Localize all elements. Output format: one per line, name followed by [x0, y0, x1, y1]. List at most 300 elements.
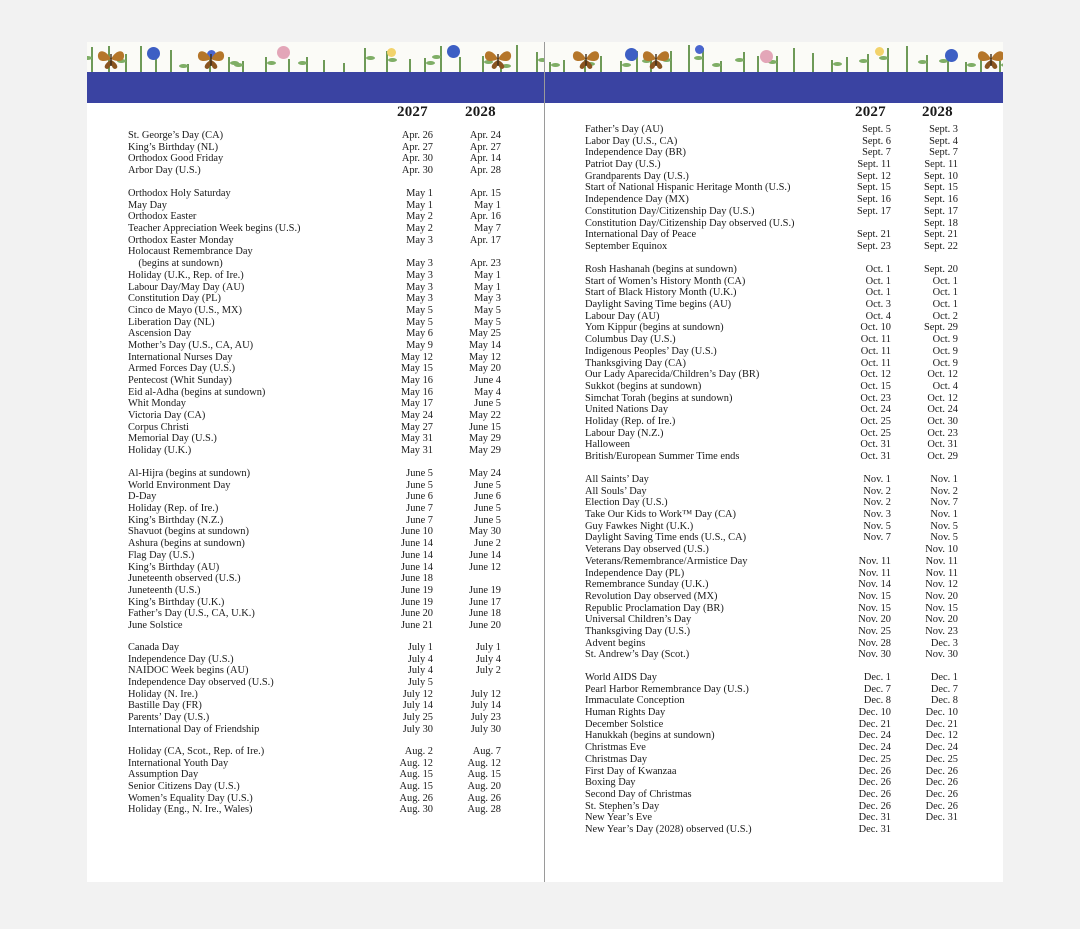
date-2027: May 2 [406, 211, 433, 223]
holiday-row [87, 305, 544, 317]
holiday-name: Thanksgiving Day (U.S.) [585, 625, 691, 637]
date-2027: Aug. 12 [399, 757, 433, 769]
wildflower-stem-icon [516, 45, 518, 72]
holiday-row [87, 153, 544, 165]
date-2028: Dec. 8 [930, 695, 958, 707]
date-2027: Sept. 16 [856, 194, 891, 206]
date-2027: May 16 [400, 375, 433, 386]
leaf-icon [234, 63, 243, 67]
holiday-name: Pearl Harbor Remembrance Day (U.S.) [585, 683, 749, 695]
holiday-row [87, 340, 544, 352]
date-2027: Nov. 2 [863, 485, 891, 497]
leaf-icon [879, 56, 888, 60]
butterfly-icon [640, 48, 672, 70]
date-2027: Oct. 12 [860, 369, 891, 381]
date-2027: June 18 [400, 573, 433, 585]
date-2028: May 24 [468, 468, 501, 479]
holiday-name: All Souls’ Day [585, 485, 647, 497]
holiday-row [545, 474, 1003, 486]
holiday-name: Independence Day (U.S.) [128, 653, 234, 665]
holiday-name: Independence Day (PL) [585, 567, 685, 579]
holiday-row [545, 404, 1003, 416]
holiday-row [545, 497, 1003, 509]
wildflower-stem-icon [459, 57, 461, 72]
leaf-icon [622, 63, 631, 67]
date-2028: Sept. 22 [923, 240, 958, 252]
holiday-name: Boxing Day [585, 777, 636, 789]
wildflower-stem-icon [620, 61, 622, 72]
holiday-row [545, 346, 1003, 358]
date-2027: May 27 [400, 421, 433, 433]
date-2028: Aug. 7 [472, 746, 501, 757]
date-2028: Oct. 12 [927, 392, 958, 404]
holiday-row [545, 824, 1003, 836]
holiday-row [87, 188, 544, 200]
holiday-name: September Equinox [585, 240, 668, 252]
wildflower-stem-icon [91, 47, 93, 72]
date-2027: Dec. 1 [863, 672, 891, 683]
date-2027: Dec. 31 [858, 812, 891, 824]
date-2028: Dec. 1 [930, 672, 958, 683]
date-2027: Apr. 30 [401, 165, 433, 177]
holiday-row [545, 766, 1003, 778]
cornflower-icon [277, 46, 290, 59]
date-2028: Oct. 2 [932, 310, 958, 322]
date-2027: Dec. 10 [858, 707, 891, 719]
cornflower-icon [695, 45, 704, 54]
cornflower-icon [945, 49, 958, 62]
holiday-row [545, 521, 1003, 533]
holiday-group [545, 264, 1003, 463]
holiday-name: Liberation Day (NL) [128, 316, 215, 328]
date-2027: Oct. 11 [860, 334, 891, 346]
date-2028: May 25 [468, 328, 501, 340]
holiday-name: Yom Kippur (begins at sundown) [585, 322, 724, 334]
floral-header [545, 42, 1003, 72]
holiday-name: World Environment Day [128, 479, 231, 491]
holiday-name: Holiday (Rep. of Ire.) [585, 415, 676, 427]
date-2027: Aug. 15 [399, 781, 433, 793]
header-band [87, 72, 544, 103]
holiday-row [545, 136, 1003, 148]
holiday-name: United Nations Day [585, 404, 669, 416]
date-2027: June 14 [400, 561, 433, 573]
date-2028: Apr. 14 [469, 153, 501, 165]
holiday-name: Teacher Appreciation Week begins (U.S.) [128, 223, 301, 235]
year-2028-heading: 2028 [465, 104, 496, 120]
holiday-row [545, 684, 1003, 696]
holiday-name: Sukkot (begins at sundown) [585, 380, 702, 392]
leaf-icon [179, 64, 188, 68]
date-2027: Dec. 25 [858, 753, 891, 765]
holiday-name: Christmas Eve [585, 742, 646, 754]
holiday-name: Orthodox Easter [128, 211, 197, 223]
date-2028: Nov. 30 [925, 649, 958, 661]
date-2027: May 12 [400, 351, 433, 363]
date-2028: July 4 [475, 653, 501, 665]
year-2027-heading: 2027 [855, 104, 886, 120]
date-2027: Sept. 7 [862, 147, 891, 159]
date-2028: June 12 [468, 561, 501, 573]
holiday-row [87, 573, 544, 585]
date-2027: July 25 [402, 712, 433, 724]
holiday-row [87, 433, 544, 445]
holiday-row [545, 532, 1003, 544]
holiday-name: Independence Day (MX) [585, 194, 689, 206]
holiday-row [545, 801, 1003, 813]
leaf-icon [366, 56, 375, 60]
holiday-name: St. Andrew’s Day (Scot.) [585, 649, 690, 661]
date-2027: Oct. 4 [865, 310, 891, 322]
holiday-row [545, 649, 1003, 661]
date-2027: Sept. 11 [857, 159, 891, 171]
date-2028: May 22 [468, 410, 501, 422]
date-2027: Dec. 26 [858, 800, 891, 812]
holiday-name: St. George’s Day (CA) [128, 130, 224, 141]
leaf-icon [267, 61, 276, 65]
date-2027: Nov. 5 [863, 520, 891, 532]
holiday-group [545, 474, 1003, 661]
date-2028: June 20 [468, 619, 501, 631]
holiday-name: Orthodox Easter Monday [128, 234, 234, 246]
holiday-name: International Day of Peace [585, 229, 697, 241]
holiday-name: Holiday (Eng., N. Ire., Wales) [128, 804, 253, 816]
holiday-name: Flag Day (U.S.) [128, 549, 195, 561]
date-2028: June 5 [474, 503, 501, 515]
holiday-row [87, 246, 544, 258]
date-2028: Sept. 20 [923, 264, 958, 275]
holiday-row [87, 270, 544, 282]
date-2028: June 18 [468, 608, 501, 620]
date-2028: July 14 [470, 700, 501, 712]
date-2027: July 4 [407, 665, 433, 677]
date-2028: Dec. 26 [925, 777, 958, 789]
holiday-name: Pentecost (Whit Sunday) [128, 375, 232, 386]
date-2028: Dec. 10 [925, 707, 958, 719]
date-2028: Sept. 10 [923, 170, 958, 182]
holiday-row [87, 608, 544, 620]
date-2028: Apr. 17 [469, 234, 501, 246]
date-2028: Oct. 31 [927, 439, 958, 451]
holiday-row [545, 218, 1003, 230]
holiday-row [545, 742, 1003, 754]
date-2027: May 3 [406, 234, 433, 246]
holiday-name: Daylight Saving Time ends (U.S., CA) [585, 532, 747, 544]
leaf-icon [735, 58, 744, 62]
holiday-row [87, 491, 544, 503]
date-2028: May 5 [474, 304, 501, 316]
holiday-row [545, 591, 1003, 603]
date-2027: Dec. 24 [858, 742, 891, 754]
date-2027: Sept. 17 [856, 205, 891, 217]
holiday-row [545, 754, 1003, 766]
holiday-name: Holiday (U.K.) [128, 445, 192, 457]
holiday-name: Election Day (U.S.) [585, 497, 668, 509]
holiday-name: Holiday (U.K., Rep. of Ire.) [128, 269, 244, 281]
date-2028: Sept. 21 [923, 229, 958, 241]
holiday-row [545, 194, 1003, 206]
leaf-icon [694, 56, 703, 60]
wildflower-stem-icon [793, 48, 795, 72]
wildflower-stem-icon [265, 57, 267, 72]
holiday-row [87, 562, 544, 574]
holiday-name: Parents’ Day (U.S.) [128, 712, 210, 724]
holiday-row [87, 724, 544, 736]
holiday-name: Hanukkah (begins at sundown) [585, 730, 715, 742]
holiday-row [545, 439, 1003, 451]
date-2027: Nov. 30 [858, 649, 891, 661]
date-2028: Nov. 1 [930, 509, 958, 521]
wildflower-stem-icon [688, 45, 690, 72]
date-2028: Oct. 24 [927, 404, 958, 416]
holiday-row [87, 503, 544, 515]
holiday-row [545, 556, 1003, 568]
date-2028: Nov. 2 [930, 485, 958, 497]
cornflower-icon [147, 47, 160, 60]
holiday-name: World AIDS Day [585, 672, 657, 683]
holiday-row [545, 416, 1003, 428]
wildflower-stem-icon [831, 60, 833, 72]
date-2028: Sept. 29 [923, 322, 958, 334]
date-2027: Oct. 1 [865, 264, 891, 275]
holiday-name: D-Day [128, 491, 157, 503]
date-2027: Dec. 26 [858, 788, 891, 800]
holiday-name: Constitution Day (PL) [128, 293, 221, 305]
date-2027: May 9 [406, 339, 433, 351]
date-2028: Dec. 26 [925, 788, 958, 800]
date-2027: May 17 [400, 398, 433, 410]
holiday-name: Arbor Day (U.S.) [128, 165, 201, 177]
holiday-row [87, 550, 544, 562]
butterfly-icon [482, 48, 514, 70]
date-2027: Nov. 20 [858, 614, 891, 626]
date-2028: May 4 [474, 386, 501, 398]
date-2027: May 31 [400, 433, 433, 445]
holiday-row [87, 665, 544, 677]
holiday-name: Victoria Day (CA) [128, 410, 206, 422]
holiday-name: Labour Day/May Day (AU) [128, 281, 245, 293]
date-2027: Nov. 3 [863, 509, 891, 521]
holiday-row [87, 410, 544, 422]
wildflower-stem-icon [140, 46, 142, 72]
date-2028: Oct. 29 [927, 451, 958, 462]
holiday-row [545, 147, 1003, 159]
holiday-name: British/European Summer Time ends [585, 451, 740, 462]
holiday-row [545, 322, 1003, 334]
holiday-name: June Solstice [128, 619, 183, 631]
date-2027: Oct. 11 [860, 357, 891, 369]
date-2028: June 14 [468, 549, 501, 561]
date-2027: Nov. 25 [858, 625, 891, 637]
holiday-row [545, 369, 1003, 381]
holiday-row [545, 603, 1003, 615]
date-2027: May 6 [406, 328, 433, 340]
date-2028: June 19 [468, 584, 501, 596]
right-page [545, 42, 1003, 882]
date-2027: Oct. 1 [865, 287, 891, 299]
holiday-row [87, 712, 544, 724]
date-2028: Nov. 20 [925, 614, 958, 626]
cornflower-icon [447, 45, 460, 58]
holiday-name: Start of National Hispanic Heritage Month (U.S.) [585, 182, 791, 194]
date-2028: May 1 [474, 281, 501, 293]
date-2027: June 14 [400, 538, 433, 550]
holiday-name: Veterans/Remembrance/Armistice Day [585, 555, 748, 567]
date-2027: May 24 [400, 410, 433, 422]
date-2028: Oct. 12 [927, 369, 958, 381]
date-2027: June 14 [400, 549, 433, 561]
holiday-row [87, 769, 544, 781]
holiday-name: New Year’s Eve [585, 812, 653, 824]
holiday-row [87, 282, 544, 294]
wildflower-stem-icon [409, 59, 411, 72]
holiday-row [87, 654, 544, 666]
date-2027: June 19 [400, 584, 433, 596]
holiday-row [87, 781, 544, 793]
holiday-name: Al-Hijra (begins at sundown) [128, 468, 251, 479]
holiday-group [87, 746, 544, 816]
holiday-name: Whit Monday [128, 398, 187, 410]
date-2028: Nov. 15 [925, 602, 958, 614]
holiday-name: King’s Birthday (U.K.) [128, 596, 225, 608]
holiday-name: King’s Birthday (NL) [128, 141, 219, 153]
holiday-row [87, 211, 544, 223]
butterfly-icon [570, 48, 602, 70]
holiday-row [545, 287, 1003, 299]
holiday-row [545, 789, 1003, 801]
date-2028: June 17 [468, 596, 501, 608]
date-2028: Aug. 26 [467, 792, 501, 804]
holiday-name: International Day of Friendship [128, 723, 260, 735]
date-2028: Dec. 3 [930, 637, 958, 649]
date-2028: June 5 [474, 514, 501, 526]
date-2027: May 15 [400, 363, 433, 375]
date-2028: Nov. 10 [925, 544, 958, 556]
wildflower-stem-icon [170, 50, 172, 72]
date-2027: May 5 [406, 316, 433, 328]
date-2028: July 2 [475, 665, 501, 677]
date-2027: May 31 [400, 445, 433, 457]
holiday-row [545, 707, 1003, 719]
date-2028: Sept. 4 [929, 135, 958, 147]
date-2027: Aug. 26 [399, 792, 433, 804]
date-2028: Dec. 26 [925, 765, 958, 777]
date-2028: Apr. 23 [469, 258, 501, 270]
date-2028: June 5 [474, 398, 501, 410]
holiday-row [545, 614, 1003, 626]
holiday-name: Labour Day (AU) [585, 310, 660, 322]
date-2028: Sept. 3 [929, 124, 958, 135]
date-2028: Dec. 24 [925, 742, 958, 754]
date-2027: Nov. 15 [858, 602, 891, 614]
wildflower-stem-icon [536, 52, 538, 72]
date-2027: Dec. 8 [863, 695, 891, 707]
date-2028: Nov. 5 [930, 532, 958, 544]
wildflower-stem-icon [926, 55, 928, 72]
date-2028: Dec. 21 [925, 718, 958, 730]
holiday-name: Father’s Day (AU) [585, 124, 664, 135]
holiday-name: Thanksgiving Day (CA) [585, 357, 687, 369]
holiday-name: May Day [128, 199, 167, 211]
date-2028: Apr. 28 [469, 165, 501, 177]
holiday-row [87, 480, 544, 492]
date-2028: Nov. 5 [930, 520, 958, 532]
date-2027: May 3 [406, 258, 433, 270]
holiday-name: Cinco de Mayo (U.S., MX) [128, 304, 242, 316]
wildflower-stem-icon [323, 60, 325, 72]
holiday-row [87, 165, 544, 177]
date-2027: Oct. 15 [860, 380, 891, 392]
date-2027: June 20 [400, 608, 433, 620]
holiday-row [87, 363, 544, 375]
wildflower-stem-icon [867, 54, 869, 72]
holiday-row [545, 568, 1003, 580]
holiday-row [87, 642, 544, 654]
holiday-row [545, 381, 1003, 393]
holiday-group [87, 642, 544, 736]
holiday-name: Canada Day [128, 642, 180, 653]
date-2027: Nov. 2 [863, 497, 891, 509]
holiday-name: St. Stephen’s Day [585, 800, 660, 812]
holiday-group [545, 672, 1003, 836]
holiday-row [545, 428, 1003, 440]
date-2027: Sept. 12 [856, 170, 891, 182]
date-2027: Sept. 5 [862, 124, 891, 135]
date-2028: Dec. 26 [925, 800, 958, 812]
date-2027: Oct. 31 [860, 451, 891, 462]
holiday-name: Veterans Day observed (U.S.) [585, 544, 709, 556]
holiday-row [545, 638, 1003, 650]
date-2028: Sept. 15 [923, 182, 958, 194]
date-2028: Sept. 16 [923, 194, 958, 206]
date-2028: Dec. 31 [925, 812, 958, 824]
date-2027: Apr. 27 [401, 141, 433, 153]
holiday-row [87, 620, 544, 632]
date-2028: May 1 [474, 199, 501, 211]
date-2027: Aug. 2 [404, 746, 433, 757]
leaf-icon [712, 63, 721, 67]
date-2027: Oct. 11 [860, 345, 891, 357]
holiday-name: Senior Citizens Day (U.S.) [128, 781, 240, 793]
date-2028: Oct. 23 [927, 427, 958, 439]
holiday-name: Orthodox Holy Saturday [128, 188, 231, 199]
header-band [545, 72, 1003, 103]
date-2028: Apr. 16 [469, 211, 501, 223]
date-2027: July 14 [402, 700, 433, 712]
holiday-row [545, 264, 1003, 276]
holiday-row [87, 375, 544, 387]
holiday-name: Orthodox Good Friday [128, 153, 224, 165]
holiday-name: Constitution Day/Citizenship Day (U.S.) [585, 205, 755, 217]
holiday-name: December Solstice [585, 718, 664, 730]
date-2028: Sept. 11 [924, 159, 958, 171]
date-2028: Oct. 9 [932, 357, 958, 369]
wildflower-stem-icon [812, 53, 814, 72]
holiday-name: Revolution Day observed (MX) [585, 590, 718, 602]
date-2027: May 3 [406, 269, 433, 281]
holiday-name: Republic Proclamation Day (BR) [585, 602, 724, 614]
date-2027: Oct. 3 [865, 299, 891, 311]
date-2028: Oct. 1 [932, 287, 958, 299]
holiday-name: Holiday (N. Ire.) [128, 688, 198, 700]
date-2027: Dec. 31 [858, 823, 891, 835]
holiday-row [87, 200, 544, 212]
holiday-row [545, 334, 1003, 346]
holiday-name: Holiday (CA, Scot., Rep. of Ire.) [128, 746, 265, 757]
date-2027: June 10 [400, 526, 433, 538]
date-2027: Nov. 11 [858, 555, 891, 567]
date-2028: Nov. 12 [925, 579, 958, 591]
